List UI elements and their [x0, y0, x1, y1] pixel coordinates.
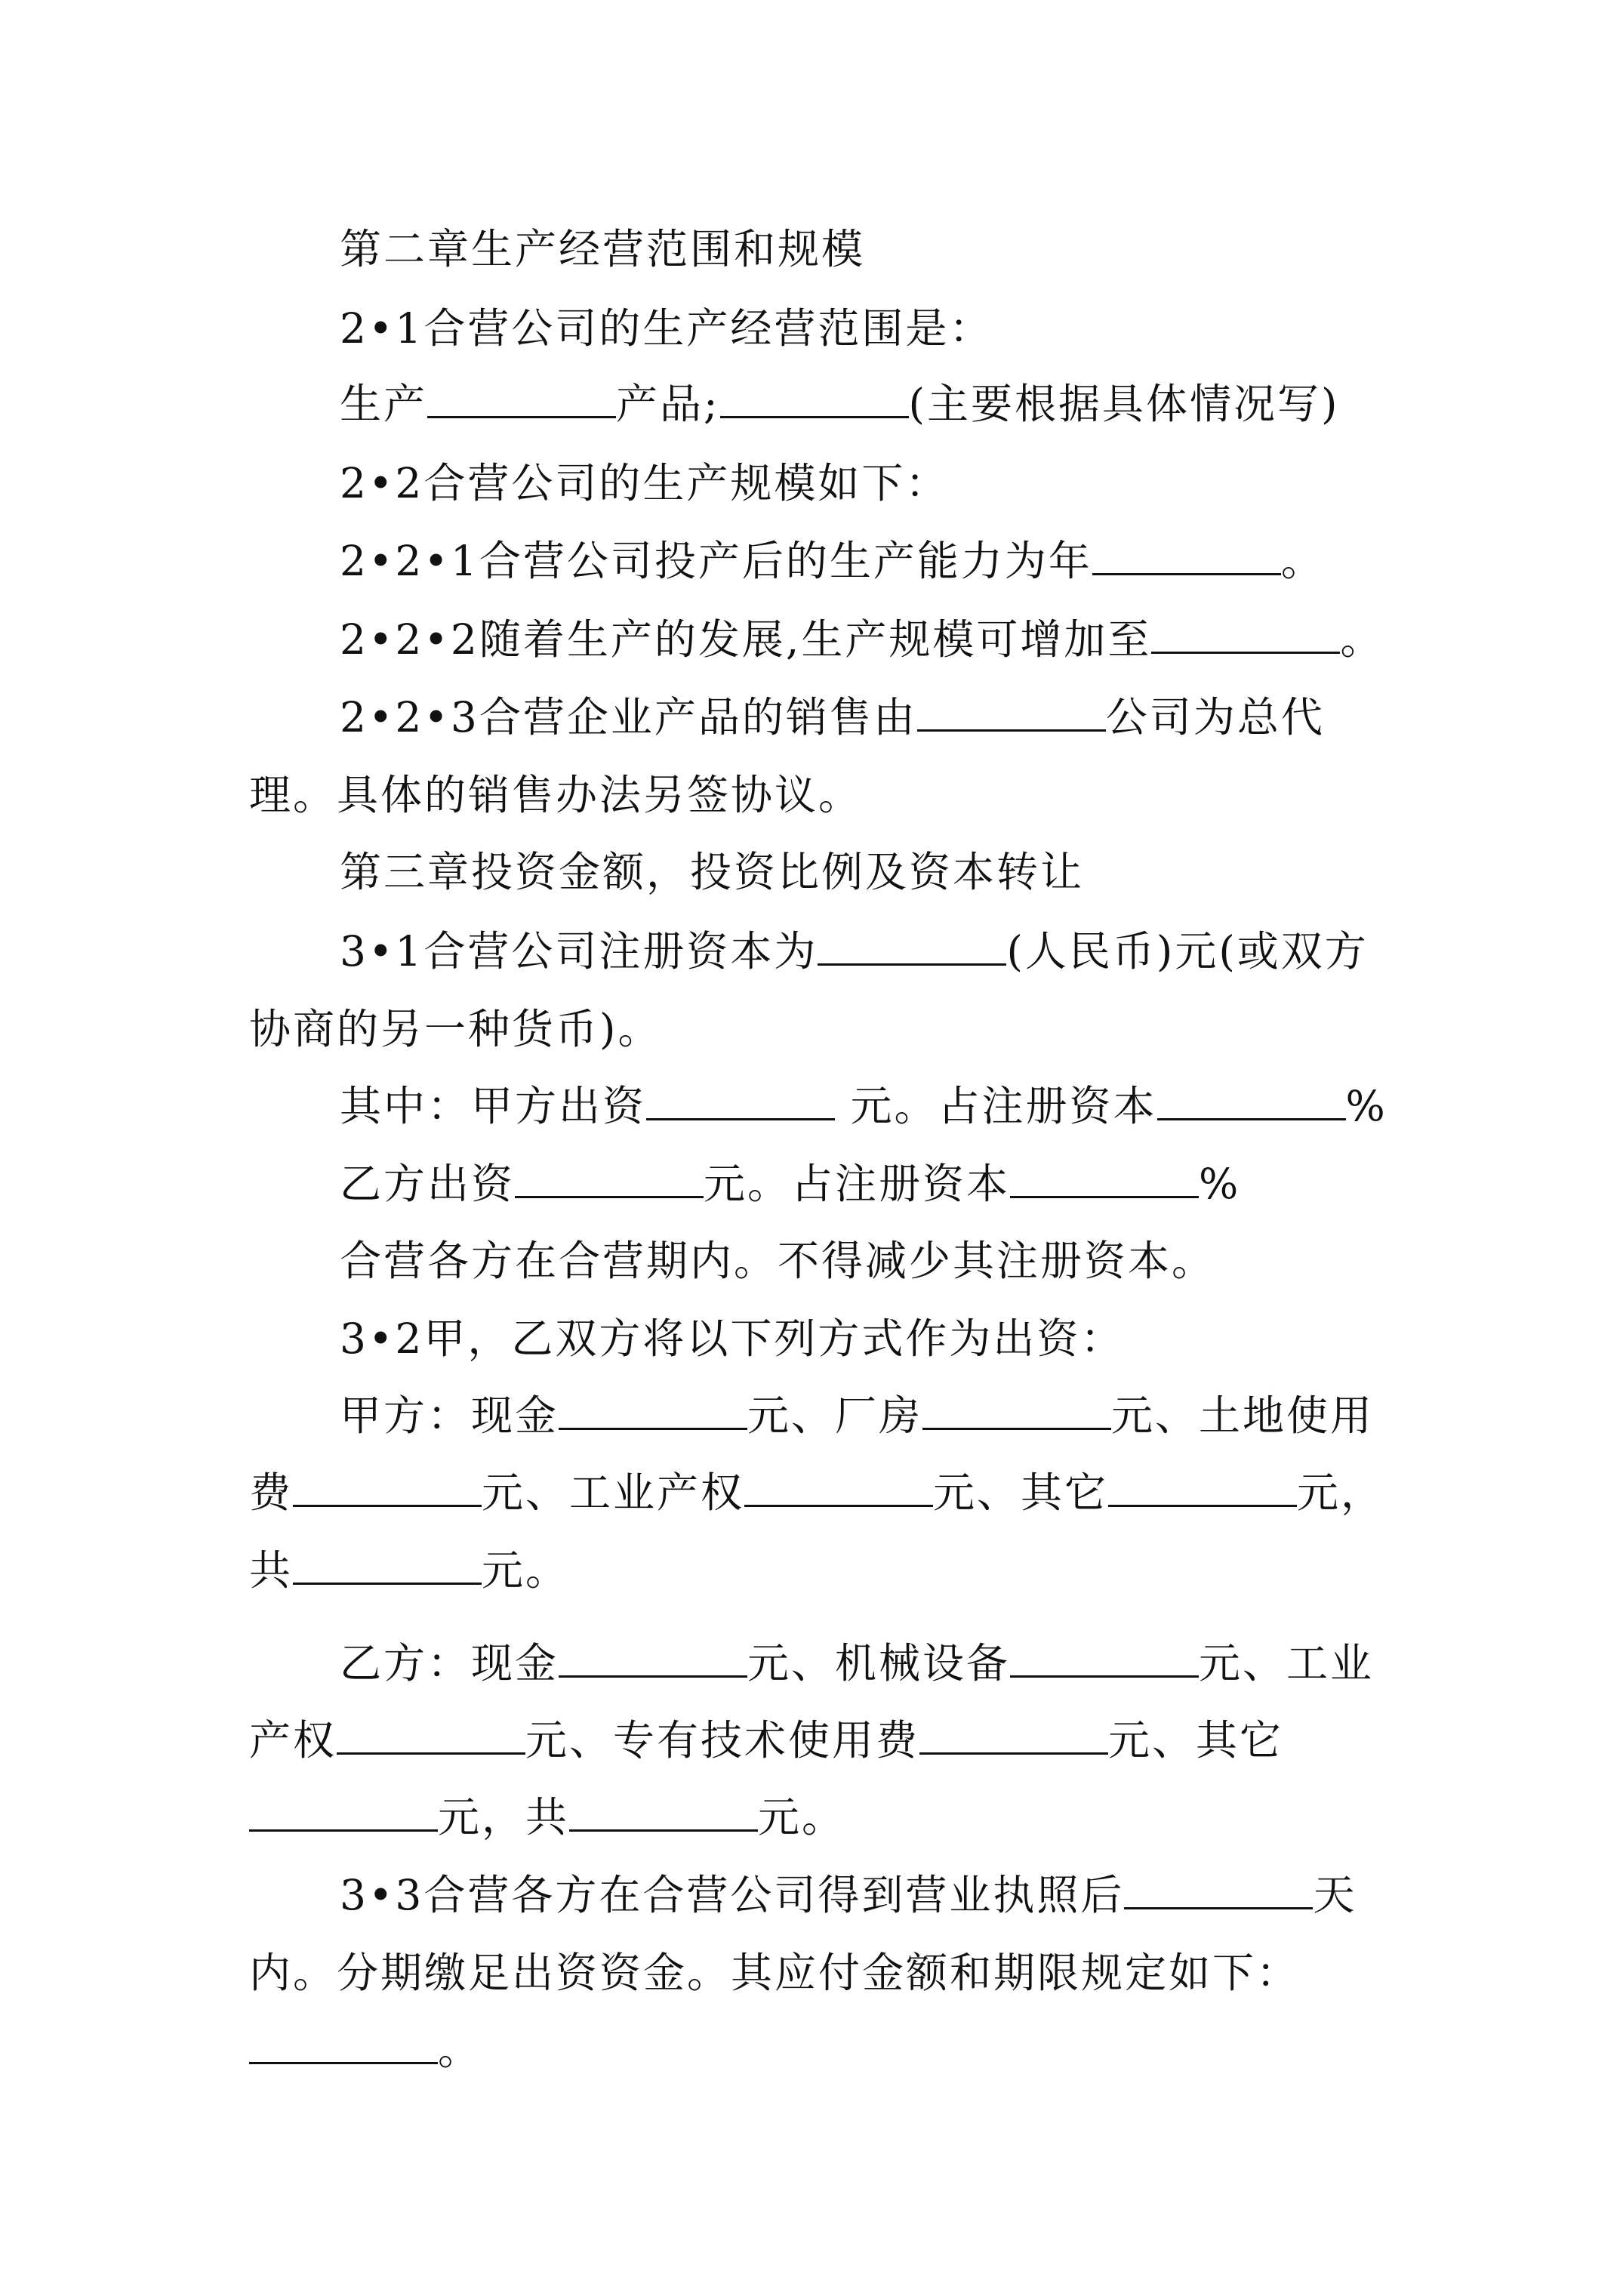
- clause-3-3-cont: 内。分期缴足出资资金。其应付金额和期限规定如下：: [249, 1949, 1301, 1997]
- clause-3-1: 3•1合营公司注册资本为 (人民币)元(或双方: [340, 927, 1369, 975]
- party-b-contribution: 乙方：现金 元、机械设备 元、工业: [340, 1639, 1375, 1687]
- capital-restriction: 合营各方在合营期内。不得减少其注册资本。: [340, 1237, 1216, 1285]
- blank-field[interactable]: [293, 1545, 482, 1585]
- blank-field[interactable]: [427, 378, 616, 418]
- blank-field[interactable]: [919, 1715, 1108, 1755]
- party-a-contribution: 甲方：现金 元、厂房 元、土地使用: [340, 1391, 1375, 1440]
- blank-field[interactable]: [293, 1467, 482, 1507]
- chapter-2-heading: 第二章生产经营范围和规模: [340, 225, 866, 273]
- chapter-3-heading: 第三章投资金额，投资比例及资本转让: [340, 848, 1085, 896]
- blank-field[interactable]: [559, 1638, 747, 1678]
- clause-3-2: 3•2甲，乙双方将以下列方式作为出资：: [340, 1314, 1125, 1363]
- clause-2-2-2: 2•2•2随着生产的发展,生产规模可增加至 。: [340, 615, 1384, 664]
- clause-2-2-1: 2•2•1合营公司投产后的生产能力为年 。: [340, 537, 1325, 585]
- clause-2-2-3-cont: 理。具体的销售办法另签协议。: [249, 771, 863, 819]
- blank-field[interactable]: [818, 926, 1006, 966]
- clause-3-3-blank: 。: [249, 2023, 482, 2076]
- blank-field[interactable]: [1010, 1638, 1199, 1678]
- blank-field[interactable]: [515, 1158, 704, 1198]
- clause-3-1-cont: 协商的另一种货币)。: [249, 1005, 662, 1053]
- blank-field[interactable]: [1124, 1869, 1313, 1909]
- blank-field[interactable]: [922, 1390, 1111, 1430]
- party-b-total: 元，共 元。: [249, 1791, 845, 1844]
- blank-field[interactable]: [1092, 535, 1281, 575]
- blank-field[interactable]: [1151, 614, 1340, 654]
- blank-field[interactable]: [249, 2024, 438, 2064]
- clause-2-1-text: 生产 产品; (主要根据具体情况写): [340, 380, 1340, 428]
- blank-field[interactable]: [249, 1792, 438, 1832]
- party-a-contribution-cont: 费 元、工业产权 元、其它 元，: [249, 1469, 1385, 1517]
- party-b-capital: 乙方出资 元。占注册资本 %: [340, 1160, 1241, 1208]
- clause-3-3: 3•3合营各方在合营公司得到营业执照后 天: [340, 1871, 1357, 1919]
- blank-field[interactable]: [1010, 1158, 1199, 1198]
- blank-field[interactable]: [1108, 1467, 1297, 1507]
- party-b-contribution-cont: 产权 元、专有技术使用费 元、其它: [249, 1716, 1284, 1764]
- blank-field[interactable]: [559, 1390, 747, 1430]
- blank-field[interactable]: [337, 1715, 525, 1755]
- clause-2-2: 2•2合营公司的生产规模如下：: [340, 459, 950, 507]
- blank-field[interactable]: [720, 378, 909, 418]
- blank-field[interactable]: [1157, 1080, 1346, 1120]
- party-a-total: 共 元。: [249, 1546, 570, 1595]
- blank-field[interactable]: [917, 692, 1106, 732]
- clause-2-2-3: 2•2•3合营企业产品的销售由 公司为总代: [340, 693, 1325, 741]
- party-a-capital: 其中：甲方出资 元。占注册资本 %: [340, 1082, 1387, 1130]
- blank-field[interactable]: [569, 1792, 758, 1832]
- blank-field[interactable]: [744, 1467, 933, 1507]
- clause-2-1: 2•1合营公司的生产经营范围是：: [340, 304, 993, 353]
- blank-field[interactable]: [646, 1080, 835, 1120]
